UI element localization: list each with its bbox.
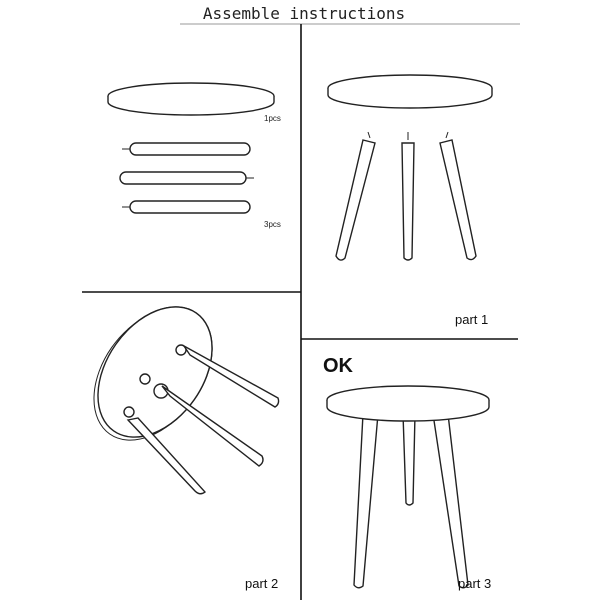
leg-with-screw-middle — [402, 132, 414, 260]
leg-with-screw-right — [440, 132, 476, 260]
step-label-part-1: part 1 — [455, 312, 489, 327]
page-title: Assemble instructions — [202, 4, 406, 23]
assembled-table-illustration — [327, 386, 489, 588]
parts-list-panel — [108, 83, 281, 229]
legs-quantity: 3pcs — [264, 220, 281, 229]
step-part-1-panel — [328, 75, 492, 327]
leg-part-1 — [122, 143, 250, 155]
front-left-leg — [354, 414, 378, 588]
leg-part-3 — [122, 201, 250, 213]
back-leg — [403, 414, 415, 505]
step-label-part-2: part 2 — [245, 576, 279, 591]
table-top-quantity: 1pcs — [264, 114, 281, 123]
step-label-part-3: part 3 — [458, 576, 492, 591]
table-top-part — [108, 83, 274, 115]
step-part-3-panel — [323, 355, 491, 591]
table-top-illustration — [328, 75, 492, 108]
step-part-2-panel — [70, 285, 278, 591]
completion-label: OK — [323, 355, 353, 377]
leg-with-screw-left — [336, 132, 375, 260]
front-right-leg — [433, 414, 468, 588]
leg-part-2 — [120, 172, 254, 184]
